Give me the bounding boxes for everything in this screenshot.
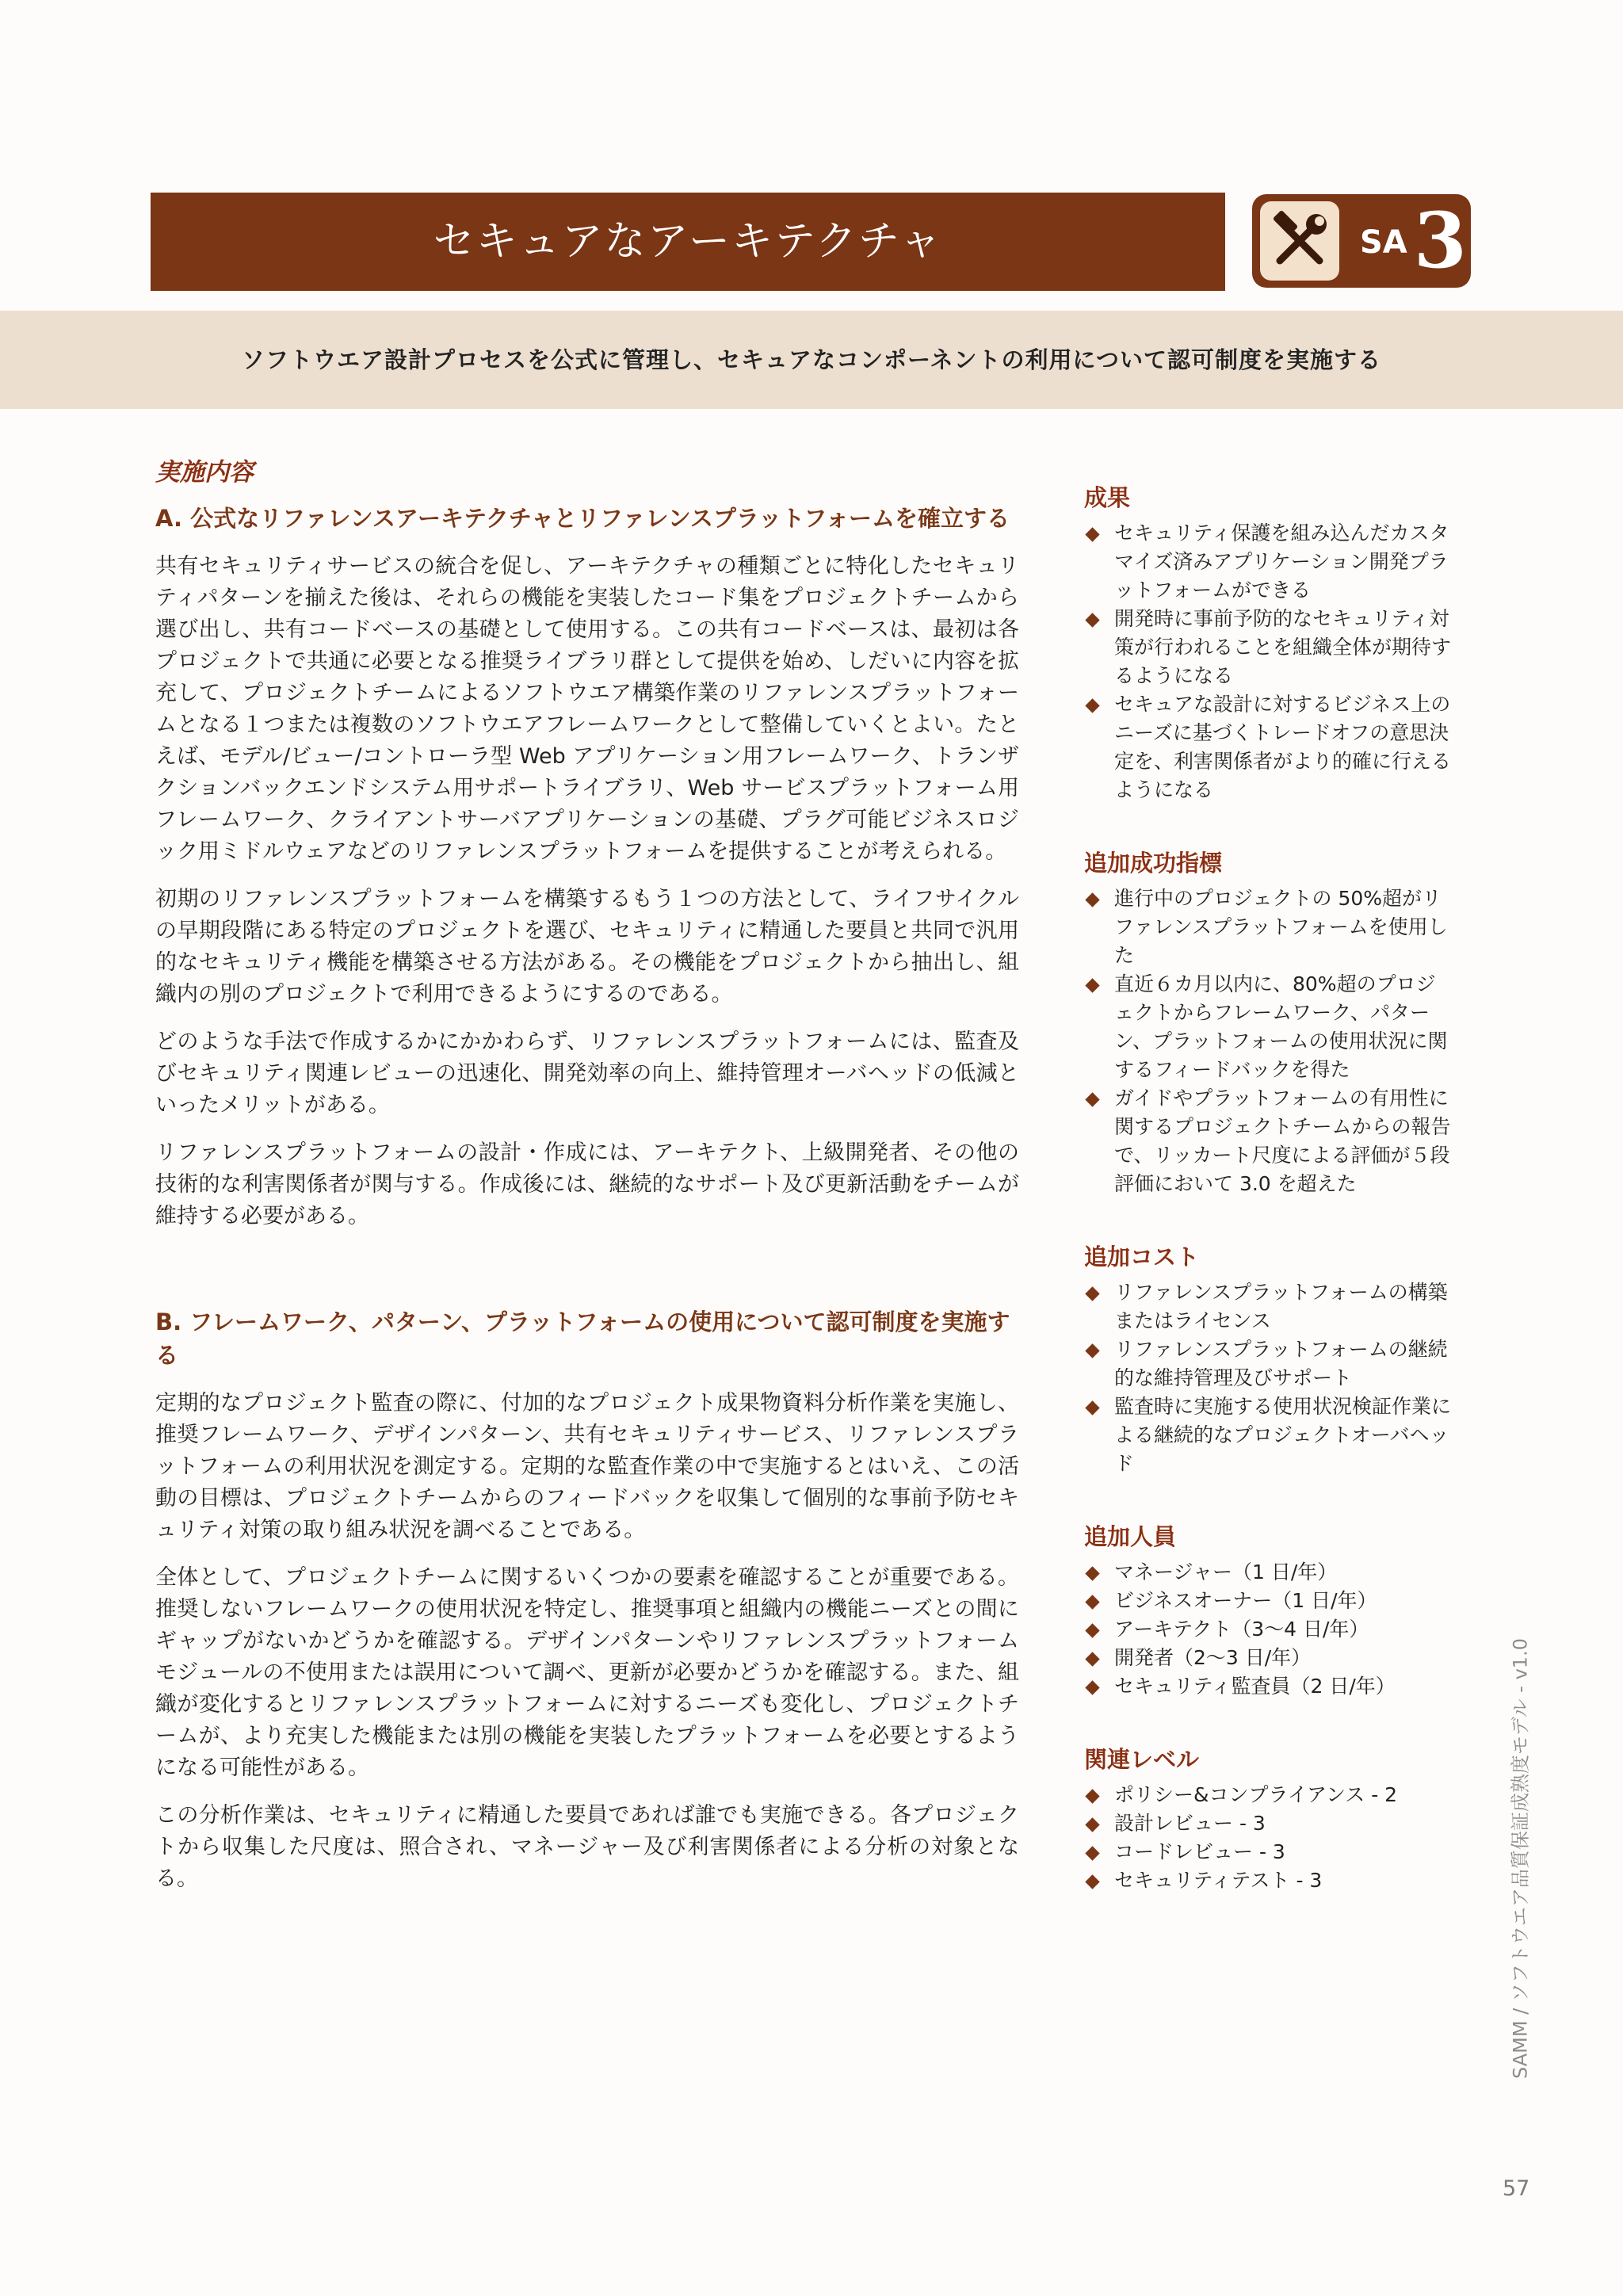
page-title: セキュアなアーキテクチャ xyxy=(433,218,943,266)
list-item: ビジネスオーナー（1 日/年） xyxy=(1084,1587,1455,1615)
personnel-section xyxy=(1084,1519,1455,1701)
personnel-heading: 追加人員 xyxy=(1084,1523,1177,1550)
diamond-bullet-icon xyxy=(1085,1343,1099,1358)
diamond-bullet-icon xyxy=(1085,1874,1099,1889)
main-column xyxy=(155,452,1019,1911)
diamond-bullet-icon xyxy=(1085,613,1099,627)
list-item: セキュリティ保護を組み込んだカスタマイズ済みアプリケーション開発プラットフォームができる xyxy=(1084,519,1455,605)
running-footer xyxy=(1503,1609,1534,2108)
costs-heading: 追加コスト xyxy=(1084,1244,1200,1270)
list-item: ガイドやプラットフォームの有用性に関するプロジェクトチームからの報告で、リッカート尺度による評価が５段評価において 3.0 を超えた xyxy=(1084,1084,1455,1198)
diamond-bullet-icon xyxy=(1085,698,1099,712)
page-number: 57 xyxy=(1503,2176,1530,2201)
diamond-bullet-icon xyxy=(1085,527,1099,541)
activity-b-title: B. フレームワーク、パターン、プラットフォームの使用について認可制度を実施する xyxy=(155,1308,1010,1369)
list-item: リファレンスプラットフォームの構築またはライセンス xyxy=(1084,1278,1455,1335)
diamond-bullet-icon xyxy=(1085,1846,1099,1860)
success-metrics-heading: 追加成功指標 xyxy=(1084,850,1223,877)
list-item: セキュリティ監査員（2 日/年） xyxy=(1084,1672,1455,1701)
activity-b-paragraph: 定期的なプロジェクト監査の際に、付加的なプロジェクト成果物資料分析作業を実施し、推奨フレームワーク、デザインパターン、共有セキュリティサービス、リファレンスプラットフォームの利用状況を測定する。定期的な監査作業の中で実施するとはいえ、この活動の目標は、プロジェクトチームからのフィードバックを収集して個別的な事前予防セキュリティ対策の取り組み状況を調べることである。 xyxy=(155,1391,1019,1542)
diamond-bullet-icon xyxy=(1085,892,1099,907)
diamond-bullet-icon xyxy=(1085,1092,1099,1106)
diamond-bullet-icon xyxy=(1085,1817,1099,1832)
diamond-bullet-icon xyxy=(1085,1566,1099,1580)
list-item: ポリシー&コンプライアンス - 2 xyxy=(1084,1781,1455,1809)
list-item: アーキテクト（3〜4 日/年） xyxy=(1084,1615,1455,1644)
running-footer-text: SAMM / ソフトウエア品質保証成熟度モデル - v1.0 xyxy=(1509,1638,1532,2079)
title-bar xyxy=(151,193,1225,291)
objective-text: ソフトウエア設計プロセスを公式に管理し、セキュアなコンポーネントの利用について認可制度を実施する xyxy=(242,346,1381,373)
related-levels-section xyxy=(1084,1742,1455,1895)
list-item: 開発者（2〜3 日/年） xyxy=(1084,1644,1455,1672)
activity-a-title: A. 公式なリファレンスアーキテクチャとリファレンスプラットフォームを確立する xyxy=(155,505,1010,532)
activity-a-paragraph: 初期のリファレンスプラットフォームを構築するもう１つの方法として、ライフサイクルの早期段階にある特定のプロジェクトを選び、セキュリティに精通した要員と共同で汎用的なセキュリティ機能を構築させる方法がある。その機能をプロジェクトから抽出し、組織内の別のプロジェクトで利用できるようにするのである。 xyxy=(155,887,1019,1007)
diamond-bullet-icon xyxy=(1085,1680,1099,1694)
list-item: 設計レビュー - 3 xyxy=(1084,1809,1455,1838)
diamond-bullet-icon xyxy=(1085,1400,1099,1415)
activity-b-paragraph: 全体として、プロジェクトチームに関するいくつかの要素を確認することが重要である。推奨しないフレームワークの使用状況を特定し、推奨事項と組織内の機能ニーズとの間にギャップがないかどうかを確認する。デザインパターンやリファレンスプラットフォームモジュールの不使用または誤用について調べ、更新が必要かどうかを確認する。また、組織が変化するとリファレンスプラットフォームに対するニーズも変化し、プロジェクトチームが、より充実した機能または別の機能を実装したプラットフォームを必要とするようになる可能性がある。 xyxy=(155,1565,1019,1780)
list-item: 直近６カ月以内に、80%超のプロジェクトからフレームワーク、パターン、プラットフォームの使用状況に関するフィードバックを得た xyxy=(1084,970,1455,1084)
results-section xyxy=(1084,480,1455,804)
badge-code: SA xyxy=(1360,224,1407,261)
diamond-bullet-icon xyxy=(1085,1286,1099,1301)
related-levels-heading: 関連レベル xyxy=(1084,1746,1200,1773)
diamond-bullet-icon xyxy=(1085,1789,1099,1803)
objective-band xyxy=(0,311,1623,409)
activity-a-paragraph: どのような手法で作成するかにかかわらず、リファレンスプラットフォームには、監査及びセキュリティ関連レビューの迅速化、開発効率の向上、維持管理オーバヘッドの低減といったメリットがある。 xyxy=(155,1030,1019,1117)
list-item: 進行中のプロジェクトの 50%超がリファレンスプラットフォームを使用した xyxy=(1084,884,1455,970)
list-item: リファレンスプラットフォームの継続的な維持管理及びサポート xyxy=(1084,1335,1455,1392)
diamond-bullet-icon xyxy=(1085,978,1099,992)
success-metrics-section xyxy=(1084,846,1455,1198)
diamond-bullet-icon xyxy=(1085,1652,1099,1666)
activity-b-paragraph: この分析作業は、セキュリティに精通した要員であれば誰でも実施できる。各プロジェクトから収集した尺度は、照合され、マネージャー及び利害関係者による分析の対象となる。 xyxy=(155,1803,1019,1891)
activity-a-paragraph: リファレンスプラットフォームの設計・作成には、アーキテクト、上級開発者、その他の技術的な利害関係者が関与する。作成後には、継続的なサポート及び更新活動をチームが維持する必要がある。 xyxy=(155,1140,1019,1228)
hammer-wrench-icon xyxy=(1260,201,1339,281)
diamond-bullet-icon xyxy=(1085,1595,1099,1609)
diamond-bullet-icon xyxy=(1085,1623,1099,1637)
list-item: セキュリティテスト - 3 xyxy=(1084,1866,1455,1895)
activity-a-paragraph: 共有セキュリティサービスの統合を促し、アーキテクチャの種類ごとに特化したセキュリティパターンを揃えた後は、それらの機能を実装したコード集をプロジェクトチームから選び出し、共有コードベースの基礎として使用する。この共有コードベースは、最初は各プロジェクトで共通に必要となる推奨ライブラリ群として提供を始め、しだいに内容を拡充して、プロジェクトチームによるソフトウエア構築作業のリファレンスプラットフォームとなる１つまたは複数のソフトウエアフレームワークとして整備していくとよい。たとえば、モデル/ビュー/コントローラ型 Web アプリケーション用フレームワーク、トランザクションバックエンドシステム用サポートライブラリ、Web サービスプラットフォーム用フレームワーク、クライアントサーバアプリケーションの基礎、プラグ可能ビジネスロジック用ミドルウェアなどのリファレンスプラットフォームを提供することが考えられる。 xyxy=(155,554,1019,864)
list-item: 監査時に実施する使用状況検証作業による継続的なプロジェクトオーバヘッド xyxy=(1084,1392,1455,1478)
list-item: マネージャー（1 日/年） xyxy=(1084,1558,1455,1587)
list-item: 開発時に事前予防的なセキュリティ対策が行われることを組織全体が期待するようになる xyxy=(1084,605,1455,690)
level-badge xyxy=(1252,194,1471,288)
sidebar xyxy=(1084,480,1455,1936)
costs-section xyxy=(1084,1240,1455,1478)
list-item: セキュアな設計に対するビジネス上のニーズに基づくトレードオフの意思決定を、利害関係者がより的確に行えるようになる xyxy=(1084,690,1455,804)
results-heading: 成果 xyxy=(1084,484,1131,511)
list-item: コードレビュー - 3 xyxy=(1084,1838,1455,1866)
section-heading: 実施内容 xyxy=(155,458,254,487)
badge-level: 3 xyxy=(1414,196,1467,285)
